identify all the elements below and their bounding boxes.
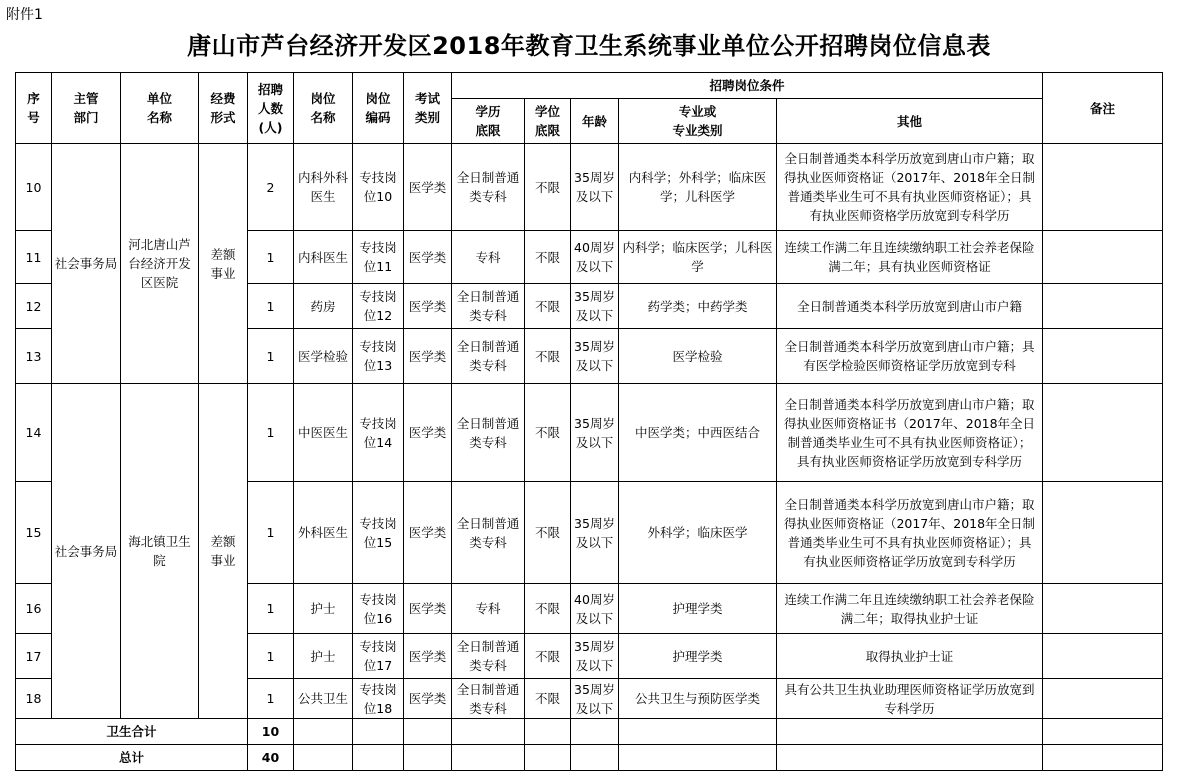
age-cell: 35周岁 及以下: [571, 144, 619, 231]
other-cell: 全日制普通类本科学历放宽到唐山市户籍；取 得执业医师资格证（2017年、2018年全日制 普通类毕业生可不具有执业医师资格证）；具 有执业医师资格证学历放宽到专科学历: [777, 482, 1043, 584]
code-cell: 专技岗 位17: [353, 634, 404, 679]
header-degree: 学位 底限: [525, 99, 571, 144]
header-row-1: [16, 73, 1163, 99]
post-cell: 护士: [294, 584, 353, 634]
funding-cell: 差额 事业: [199, 384, 248, 719]
edu-cell: 专科: [452, 584, 525, 634]
code-cell: 专技岗 位10: [353, 144, 404, 231]
degree-cell: 不限: [525, 679, 571, 719]
seq-cell: 18: [16, 679, 52, 719]
header-count: 招聘 人数 (人): [248, 73, 294, 144]
code-cell: 专技岗 位12: [353, 284, 404, 329]
exam-cell: 医学类: [404, 144, 452, 231]
age-cell: 35周岁 及以下: [571, 384, 619, 482]
edu-cell: 全日制普通 类专科: [452, 384, 525, 482]
count-cell: 1: [248, 284, 294, 329]
code-cell: 专技岗 位15: [353, 482, 404, 584]
degree-cell: 不限: [525, 384, 571, 482]
code-cell: 专技岗 位16: [353, 584, 404, 634]
exam-cell: 医学类: [404, 384, 452, 482]
seq-cell: 12: [16, 284, 52, 329]
major-cell: 护理学类: [619, 584, 777, 634]
count-cell: 1: [248, 584, 294, 634]
major-cell: 护理学类: [619, 634, 777, 679]
remark-cell: [1043, 231, 1163, 284]
dept-cell: 社会事务局: [52, 384, 121, 719]
dept-cell: 社会事务局: [52, 144, 121, 384]
subtotal-label: 卫生合计: [16, 719, 248, 745]
remark-cell: [1043, 284, 1163, 329]
edu-cell: 全日制普通 类专科: [452, 679, 525, 719]
unit-cell: 河北唐山芦 台经济开发 区医院: [121, 144, 199, 384]
unit-cell: 海北镇卫生 院: [121, 384, 199, 719]
degree-cell: 不限: [525, 284, 571, 329]
post-cell: 护士: [294, 634, 353, 679]
header-unit: 单位 名称: [121, 73, 199, 144]
header-other: 其他: [777, 99, 1043, 144]
other-cell: 全日制普通类本科学历放宽到唐山市户籍；取 得执业医师资格证（2017年、2018年全日制 普通类毕业生可不具有执业医师资格证）；具 有执业医师资格学历放宽到专科学历: [777, 144, 1043, 231]
total-value: 40: [248, 745, 294, 771]
age-cell: 35周岁 及以下: [571, 634, 619, 679]
remark-cell: [1043, 329, 1163, 384]
post-cell: 公共卫生: [294, 679, 353, 719]
header-funding: 经费 形式: [199, 73, 248, 144]
edu-cell: 全日制普通 类专科: [452, 634, 525, 679]
degree-cell: 不限: [525, 482, 571, 584]
remark-cell: [1043, 584, 1163, 634]
seq-cell: 11: [16, 231, 52, 284]
page-title: 唐山市芦台经济开发区2018年教育卫生系统事业单位公开招聘岗位信息表: [187, 32, 991, 60]
exam-cell: 医学类: [404, 634, 452, 679]
count-cell: 1: [248, 329, 294, 384]
recruitment-table: [15, 72, 1163, 771]
degree-cell: 不限: [525, 634, 571, 679]
count-cell: 1: [248, 482, 294, 584]
subtotal-row: [16, 719, 1163, 745]
seq-cell: 17: [16, 634, 52, 679]
exam-cell: 医学类: [404, 329, 452, 384]
edu-cell: 全日制普通 类专科: [452, 482, 525, 584]
header-remark: 备注: [1043, 73, 1163, 144]
edu-cell: 专科: [452, 231, 525, 284]
exam-cell: 医学类: [404, 231, 452, 284]
degree-cell: 不限: [525, 144, 571, 231]
other-cell: 连续工作满二年且连续缴纳职工社会养老保险 满二年；取得执业护士证: [777, 584, 1043, 634]
header-major: 专业或 专业类别: [619, 99, 777, 144]
post-cell: 内科外科 医生: [294, 144, 353, 231]
code-cell: 专技岗 位14: [353, 384, 404, 482]
major-cell: 外科学；临床医学: [619, 482, 777, 584]
exam-cell: 医学类: [404, 584, 452, 634]
other-cell: 全日制普通类本科学历放宽到唐山市户籍: [777, 284, 1043, 329]
header-dept: 主管 部门: [52, 73, 121, 144]
header-seq: 序 号: [16, 73, 52, 144]
other-cell: 取得执业护士证: [777, 634, 1043, 679]
degree-cell: 不限: [525, 584, 571, 634]
count-cell: 1: [248, 231, 294, 284]
exam-cell: 医学类: [404, 679, 452, 719]
major-cell: 公共卫生与预防医学类: [619, 679, 777, 719]
major-cell: 中医学类；中西医结合: [619, 384, 777, 482]
funding-cell: 差额 事业: [199, 144, 248, 384]
exam-cell: 医学类: [404, 482, 452, 584]
header-post-code: 岗位 编码: [353, 73, 404, 144]
age-cell: 40周岁 及以下: [571, 584, 619, 634]
header-exam: 考试 类别: [404, 73, 452, 144]
count-cell: 1: [248, 679, 294, 719]
table-row: [16, 384, 1163, 482]
table-row: [16, 144, 1163, 231]
edu-cell: 全日制普通 类专科: [452, 284, 525, 329]
post-cell: 内科医生: [294, 231, 353, 284]
seq-cell: 10: [16, 144, 52, 231]
total-row: [16, 745, 1163, 771]
seq-cell: 15: [16, 482, 52, 584]
header-age: 年龄: [571, 99, 619, 144]
age-cell: 35周岁 及以下: [571, 482, 619, 584]
remark-cell: [1043, 482, 1163, 584]
remark-cell: [1043, 384, 1163, 482]
post-cell: 外科医生: [294, 482, 353, 584]
major-cell: 药学类；中药学类: [619, 284, 777, 329]
total-label: 总计: [16, 745, 248, 771]
other-cell: 全日制普通类本科学历放宽到唐山市户籍；取 得执业医师资格证书（2017年、2018年全日 制普通类毕业生可不具有执业医师资格证）； 具有执业医师资格证学历放宽到专科学历: [777, 384, 1043, 482]
age-cell: 35周岁 及以下: [571, 284, 619, 329]
post-cell: 医学检验: [294, 329, 353, 384]
header-conditions: 招聘岗位条件: [452, 73, 1043, 99]
code-cell: 专技岗 位18: [353, 679, 404, 719]
edu-cell: 全日制普通 类专科: [452, 144, 525, 231]
subtotal-value: 10: [248, 719, 294, 745]
post-cell: 药房: [294, 284, 353, 329]
edu-cell: 全日制普通 类专科: [452, 329, 525, 384]
degree-cell: 不限: [525, 329, 571, 384]
count-cell: 1: [248, 634, 294, 679]
seq-cell: 14: [16, 384, 52, 482]
age-cell: 35周岁 及以下: [571, 679, 619, 719]
other-cell: 全日制普通类本科学历放宽到唐山市户籍；具 有医学检验医师资格证学历放宽到专科: [777, 329, 1043, 384]
major-cell: 医学检验: [619, 329, 777, 384]
count-cell: 2: [248, 144, 294, 231]
age-cell: 40周岁 及以下: [571, 231, 619, 284]
exam-cell: 医学类: [404, 284, 452, 329]
other-cell: 连续工作满二年且连续缴纳职工社会养老保险 满二年；具有执业医师资格证: [777, 231, 1043, 284]
age-cell: 35周岁 及以下: [571, 329, 619, 384]
attachment-label: 附件1: [6, 7, 43, 23]
major-cell: 内科学；外科学；临床医 学；儿科医学: [619, 144, 777, 231]
major-cell: 内科学；临床医学；儿科医 学: [619, 231, 777, 284]
remark-cell: [1043, 144, 1163, 231]
other-cell: 具有公共卫生执业助理医师资格证学历放宽到 专科学历: [777, 679, 1043, 719]
seq-cell: 13: [16, 329, 52, 384]
degree-cell: 不限: [525, 231, 571, 284]
code-cell: 专技岗 位11: [353, 231, 404, 284]
post-cell: 中医医生: [294, 384, 353, 482]
seq-cell: 16: [16, 584, 52, 634]
remark-cell: [1043, 679, 1163, 719]
header-edu: 学历 底限: [452, 99, 525, 144]
header-post-name: 岗位 名称: [294, 73, 353, 144]
code-cell: 专技岗 位13: [353, 329, 404, 384]
count-cell: 1: [248, 384, 294, 482]
remark-cell: [1043, 634, 1163, 679]
